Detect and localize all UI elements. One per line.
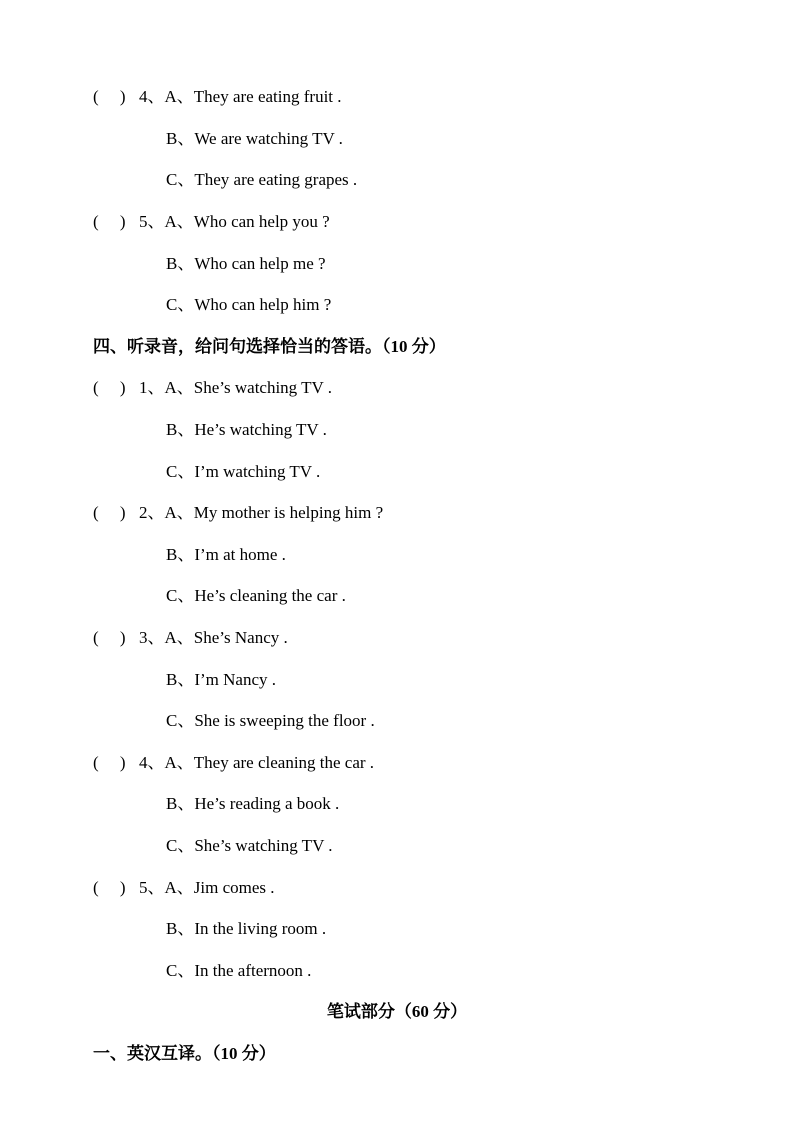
answer-blank: ( ) xyxy=(93,878,126,897)
answer-blank: ( ) xyxy=(93,212,126,231)
option-a: A、She’s watching TV . xyxy=(164,378,332,397)
option-c: C、He’s cleaning the car . xyxy=(166,586,346,605)
option-a: A、She’s Nancy . xyxy=(164,628,288,647)
option-a: A、They are cleaning the car . xyxy=(164,753,375,772)
option-b: B、Who can help me ? xyxy=(166,254,326,273)
question-number: 5 xyxy=(139,878,148,897)
option-b: B、I’m Nancy . xyxy=(166,670,277,689)
written-part-title: 笔试部分（60 分） xyxy=(326,1002,468,1021)
question-4-4: ( ) 4、A、They are cleaning the car . xyxy=(93,753,375,772)
question-4-3: ( ) 3、A、She’s Nancy . xyxy=(93,628,288,647)
option-b: B、He’s reading a book . xyxy=(166,794,340,813)
question-4-5: ( ) 5、A、Jim comes . xyxy=(93,878,275,897)
answer-blank: ( ) xyxy=(93,503,126,522)
option-c: C、Who can help him ? xyxy=(166,295,332,314)
option-b: B、In the living room . xyxy=(166,919,327,938)
option-a: A、My mother is helping him ? xyxy=(164,503,384,522)
answer-blank: ( ) xyxy=(93,87,126,106)
option-c: C、I’m watching TV . xyxy=(166,462,321,481)
option-c: C、She’s watching TV . xyxy=(166,836,333,855)
written-section-1-heading: 一、英汉互译。（10 分） xyxy=(93,1044,276,1063)
question-number: 1 xyxy=(139,378,148,397)
question-4-1: ( ) 1、A、She’s watching TV . xyxy=(93,378,332,397)
question-number: 3 xyxy=(139,628,148,647)
option-c: C、She is sweeping the floor . xyxy=(166,711,375,730)
answer-blank: ( ) xyxy=(93,628,126,647)
answer-blank: ( ) xyxy=(93,378,126,397)
section-4-heading: 四、听录音，给问句选择恰当的答语。（10 分） xyxy=(93,337,446,356)
option-c: C、In the afternoon . xyxy=(166,961,312,980)
option-a: A、They are eating fruit . xyxy=(164,87,342,106)
option-b: B、We are watching TV . xyxy=(166,129,343,148)
question-number: 2 xyxy=(139,503,148,522)
question-4-2: ( ) 2、A、My mother is helping him ? xyxy=(93,503,384,522)
question-number: 4 xyxy=(139,87,148,106)
question-number: 5 xyxy=(139,212,148,231)
question-3-4: ( ) 4、A、They are eating fruit . xyxy=(93,87,342,106)
option-a: A、Jim comes . xyxy=(164,878,275,897)
question-number: 4 xyxy=(139,753,148,772)
question-3-5: ( ) 5、A、Who can help you ? xyxy=(93,212,330,231)
answer-blank: ( ) xyxy=(93,753,126,772)
option-b: B、He’s watching TV . xyxy=(166,420,327,439)
option-c: C、They are eating grapes . xyxy=(166,170,358,189)
option-b: B、I’m at home . xyxy=(166,545,286,564)
option-a: A、Who can help you ? xyxy=(164,212,330,231)
